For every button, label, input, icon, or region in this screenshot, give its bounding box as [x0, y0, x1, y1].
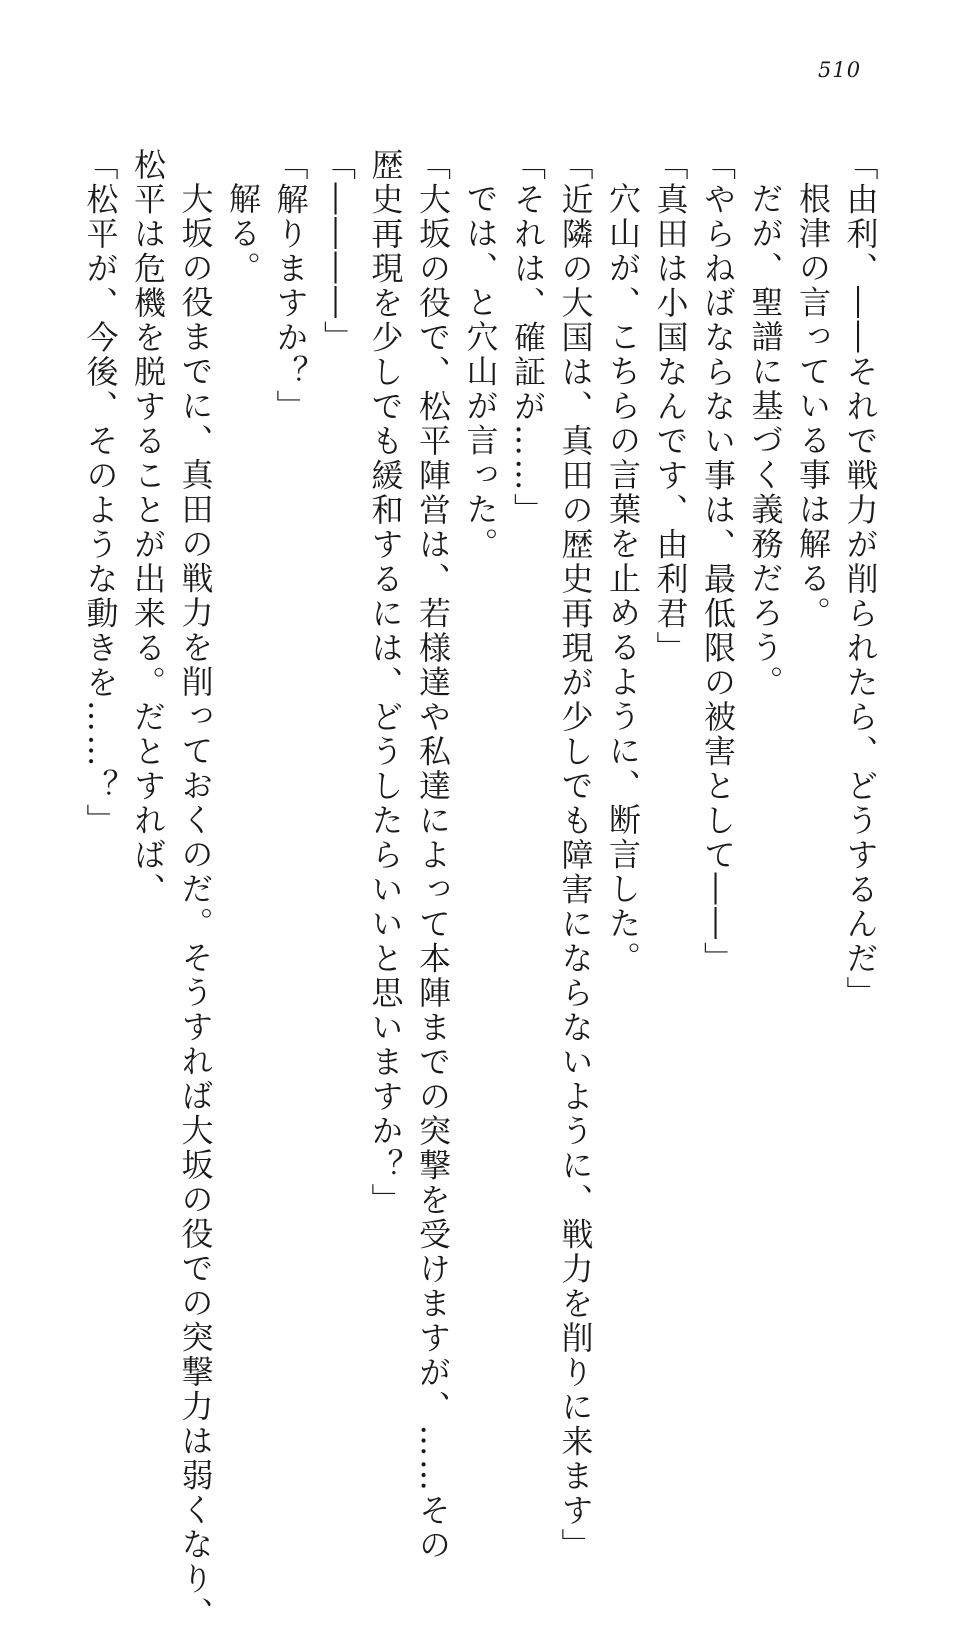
text-line: 「――――」	[319, 148, 357, 355]
page-number: 510	[818, 58, 862, 82]
text-line: 「松平が、今後、そのような動きを……？」	[81, 148, 120, 838]
text-line: だが、聖譜に基づく義務だろう。	[746, 182, 785, 700]
text-line: 松平は危機を脱することが出来る。だとすれば、	[129, 148, 167, 907]
text-line: 根津の言っている事は解る。	[794, 182, 832, 631]
text-line: 「大坂の役で、松平陣営は、若様達や私達によって本陣までの突撃を受けますが、……その	[414, 148, 452, 1563]
text-line: 「真田は小国なんです、由利君」	[651, 148, 690, 666]
text-line: 穴山が、こちらの言葉を止めるように、断言した。	[604, 182, 642, 976]
vertical-text-body	[72, 148, 892, 1631]
text-line: 「由利、――それで戦力が削られたら、どうするんだ」	[841, 148, 880, 1011]
text-line: 「解りますか？」	[271, 148, 310, 424]
text-line: 「やらねばならない事は、最低限の被害として――」	[699, 148, 737, 976]
text-line: では、と穴山が言った。	[461, 182, 500, 562]
text-line: 大坂の役までに、真田の戦力を削っておくのだ。そうすれば大坂の役での突撃力は弱くなり、	[176, 182, 215, 1631]
text-line: 「近隣の大国は、真田の歴史再現が少しでも障害にならないように、戦力を削りに来ます」	[556, 148, 595, 1563]
text-line: 「それは、確証が……」	[509, 148, 547, 528]
text-line: 解る。	[224, 182, 262, 286]
text-line: 歴史再現を少しでも緩和するには、どうしたらいいと思いますか？」	[366, 148, 405, 1218]
